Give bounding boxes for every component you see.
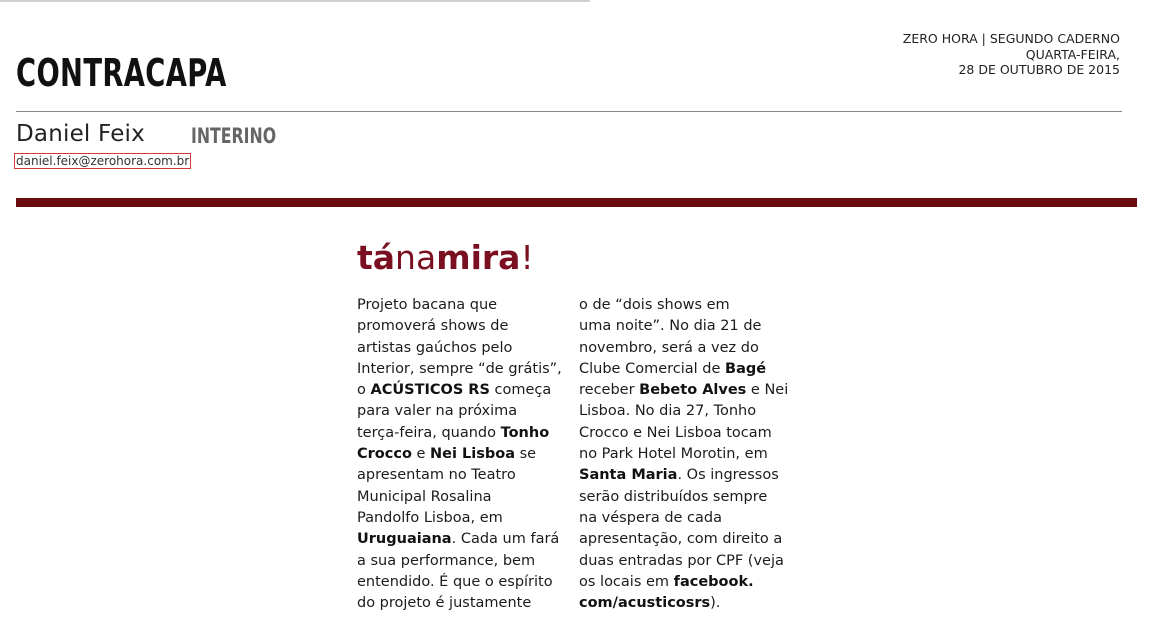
article-line — [579, 529, 789, 550]
article-text: apresentam no Teatro — [357, 467, 516, 484]
article-text: Pandolfo Lisboa, em — [357, 509, 503, 526]
article-text: promoverá shows de — [357, 318, 509, 335]
author-role: INTERINO — [191, 124, 277, 148]
article-line — [357, 465, 567, 486]
article-line — [579, 380, 789, 401]
article-text: terça-feira, quando — [357, 424, 501, 441]
article-bold-text: Crocco — [357, 446, 412, 463]
article-line — [357, 338, 567, 359]
article-text: Interior, sempre “de grátis”, — [357, 360, 562, 377]
article-line — [357, 359, 567, 380]
article-bold-text: Bebeto Alves — [639, 382, 747, 399]
article-text: Clube Comercial de — [579, 360, 726, 377]
article-bold-text: facebook. — [673, 573, 754, 590]
article-line — [357, 529, 567, 550]
article-text: uma noite”. No dia 21 de — [579, 318, 762, 335]
article-text: a sua performance, bem — [357, 552, 536, 569]
article-text: Crocco e Nei Lisboa tocam — [579, 424, 772, 441]
article-line — [579, 338, 789, 359]
article-text: do projeto é justamente — [357, 595, 532, 612]
article-text: no Park Hotel Morotin, em — [579, 446, 768, 463]
article-text: o — [357, 382, 371, 399]
article-line — [579, 316, 789, 337]
article-text: ). — [710, 595, 721, 612]
logo-part-na: na — [395, 238, 437, 277]
article-line — [579, 295, 789, 316]
article-line — [357, 316, 567, 337]
article-line — [357, 423, 567, 444]
article-text: apresentação, com direito a — [579, 531, 783, 548]
section-title: CONTRACAPA — [16, 51, 227, 95]
article-bold-text: Tonho — [500, 424, 550, 441]
article-text: Lisboa. No dia 27, Tonho — [579, 403, 757, 420]
masthead — [903, 31, 1120, 78]
article-line — [579, 359, 789, 380]
article-line — [357, 380, 567, 401]
article-line — [357, 295, 567, 316]
accent-bar — [16, 198, 1137, 207]
article-bold-text: ACÚSTICOS RS — [370, 382, 490, 399]
article-text: duas entradas por CPF (veja — [579, 552, 784, 569]
article-line — [579, 487, 789, 508]
article-text: artistas gaúchos pelo — [357, 339, 513, 356]
article-line — [579, 572, 789, 593]
article-text: o de “dois shows em — [579, 297, 730, 313]
article-text: para valer na próxima — [357, 403, 518, 420]
masthead-weekday: QUARTA-FEIRA, — [1025, 46, 1120, 62]
article-bold-text: Santa Maria — [579, 467, 678, 484]
masthead-publication: ZERO HORA | SEGUNDO CADERNO — [902, 31, 1120, 46]
logo-part-mira: mira — [436, 238, 521, 277]
author-email-link[interactable]: daniel.feix@zerohora.com.br — [16, 154, 190, 168]
article-text: na véspera de cada — [579, 509, 723, 526]
article-line — [579, 401, 789, 422]
article-text: novembro, será a vez do — [579, 339, 759, 356]
article-text: Municipal Rosalina — [357, 488, 492, 505]
article-line — [579, 465, 789, 486]
article-line — [357, 551, 567, 572]
article-text: Projeto bacana que — [357, 297, 498, 313]
article-text: . Os ingressos — [677, 467, 779, 484]
article-text: serão distribuídos sempre — [579, 488, 768, 505]
article-bold-text: Bagé — [725, 360, 767, 377]
article-line — [357, 593, 567, 614]
author-name: Daniel Feix — [16, 121, 145, 147]
article-line — [357, 401, 567, 422]
article-line — [579, 508, 789, 529]
article-line — [579, 423, 789, 444]
column-logo — [357, 238, 534, 277]
article-line — [579, 551, 789, 572]
article-text: . Cada um fará — [451, 531, 560, 548]
article-line — [357, 572, 567, 593]
article-bold-text: com/acusticosrs — [579, 595, 711, 612]
article-text: receber — [579, 382, 640, 399]
logo-part-ta: tá — [357, 238, 396, 277]
header-divider — [16, 111, 1122, 112]
logo-part-exclamation: ! — [520, 238, 534, 277]
article-text: e Nei — [746, 382, 789, 399]
top-divider — [0, 0, 590, 2]
article-bold-text: Uruguaiana — [357, 531, 452, 548]
article-text: e — [411, 446, 431, 463]
article-column-1 — [357, 295, 567, 614]
masthead-date: 28 DE OUTUBRO DE 2015 — [958, 62, 1120, 77]
article-line — [357, 508, 567, 529]
article-bold-text: Nei Lisboa — [430, 446, 516, 463]
article-line — [357, 487, 567, 508]
article-line — [579, 593, 789, 614]
article-column-2 — [579, 295, 789, 614]
article-line — [357, 444, 567, 465]
article-text: entendido. É que o espírito — [357, 573, 553, 590]
article-text: os locais em — [579, 573, 674, 590]
article-line — [579, 444, 789, 465]
article-text: começa — [489, 382, 552, 399]
article-text: se — [515, 446, 537, 463]
